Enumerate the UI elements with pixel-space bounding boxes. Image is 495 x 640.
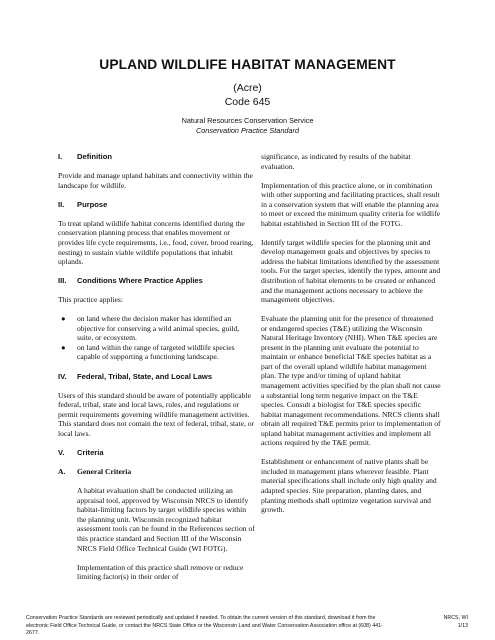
paragraph: Establishment or enhancement of native plants shall be included in management plans wherever feasible. Plant material specifications shall include only high quality and adapted species. Site preparation, planting dates, and planting methods shall optimize vegetation survival and growth. [261, 457, 437, 515]
paragraph: This practice applies: [58, 295, 123, 305]
footer-note: Conservation Practice Standards are reviewed periodically and updated if needed. To obtain the current version of this standard, download it from the electronic Field Office Technical Guide, or contact the NRCS State Office or the Wisconsin Land and Water Conservation Association office at (608) 441-2677. [26, 615, 383, 636]
bullet-list [58, 314, 256, 362]
list-item: ● on land where the decision maker has identified an objective for conserving a wild animal species, guild, suite, or ecosystem. [61, 314, 240, 343]
list-item: ● on land within the range of targeted wildlife species capable of supporting a functioning landscape. [61, 342, 235, 362]
section-heading-criteria: V. Criteria [58, 448, 104, 457]
paragraph: significance, as indicated by results of the habitat evaluation. [261, 152, 411, 171]
paragraph: To treat upland wildlife habitat concerns identified during the conservation planning process that enables movement or provides life cycle requirements, i.e., food, cover, brood rearing, nesting) to sustain viable wildlife populations that inhabit uplands. [58, 218, 254, 267]
section-heading-conditions: III. Conditions Where Practice Applies [58, 276, 203, 286]
practice-code: Code 645 [224, 96, 271, 108]
section-heading-definition: I. Definition [58, 152, 113, 161]
subsection-heading-general-criteria: A. General Criteria [58, 467, 132, 477]
paragraph: Implementation of this practice alone, or in combination with other supporting and facilitating practices, shall result in a conservation system that will enable the planning area to meet or exceed the minimum quality criteria for wildlife habitat established in Section III of the FOTG. [261, 180, 441, 228]
paragraph: Provide and manage upland habitats and connectivity within the landscape for wildlife. [58, 171, 253, 190]
unit-label: (Acre) [233, 82, 262, 94]
section-heading-laws: IV. Federal, Tribal, State, and Local Laws [58, 371, 213, 381]
footer-page-info [408, 615, 468, 630]
paragraph: Users of this standard should be aware of potentially applicable federal, tribal, state and local laws, rules, and regulations or permit requirements governing wildlife management activities. This standard does not contain the text of federal, tribal, state, or local laws. [58, 390, 255, 438]
page-number: 1/13 [457, 622, 468, 629]
section-heading-purpose: II. Purpose [58, 199, 108, 209]
paragraph: Implementation of this practice shall remove or reduce limiting factor(s) in their order of [77, 562, 244, 582]
document-title: UPLAND WILDLIFE HABITAT MANAGEMENT [99, 57, 396, 72]
right-column [261, 152, 441, 524]
paragraph: Evaluate the planning unit for the presence of threatened or endangered species (T&E) utilizing the Wisconsin Natural Heritage Inventory (NHI). When T&E species are present in the planning unit evaluate the potential to maintain or enhance beneficial T&E species habitat as a part of the overall upland wildlife habitat management plan. The type and/or timing of upland habitat management activities specified by the plan shall not cause a substantial long term negative impact on the T&E species. Consult a biologist for T&E species specific habitat management recommendations. NRCS clients shall obtain all required T&E permits prior to implementation of upland habitat management activities and implement all actions required by the T&E permit. [261, 314, 441, 448]
bullet-icon: ● [61, 342, 66, 352]
agency-name: Natural Resources Conservation Service [181, 116, 314, 125]
paragraph: A habitat evaluation shall be conducted utilizing an appraisal tool, approved by Wisconsin NRCS to identify habitat-limiting factors by target wildlife species within the planning unit. Wisconsin recognized habitat assessment tools can be found in the References section of this practice standard and Section III of the Wisconsin NRCS Field Office Technical Guide (WI FOTG). [77, 486, 255, 553]
paragraph: Identify target wildlife species for the planning unit and develop management goals and objectives by species to address the habitat limitations identified by the assessment tools. For the target species, identify the types, amount and distribution of habitat elements to be created or enhanced and the management actions necessary to achieve the management objectives. [261, 237, 441, 305]
bullet-icon: ● [61, 314, 66, 324]
left-column [58, 152, 256, 591]
footer-office: NRCS, WI [443, 615, 468, 621]
standard-subtitle: Conservation Practice Standard [195, 125, 300, 135]
